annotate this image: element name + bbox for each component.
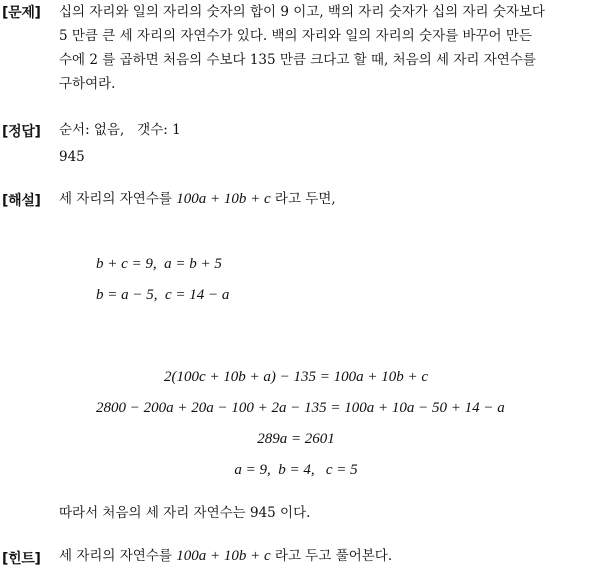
problem-line-4: 구하여라. bbox=[59, 76, 116, 92]
solution-intro-math: 100a + 10b + c bbox=[176, 191, 271, 207]
problem-label: [문제] bbox=[2, 5, 41, 21]
hint-text bbox=[59, 544, 392, 568]
hint-text-suffix: 라고 두고 풀어본다. bbox=[274, 548, 393, 564]
equation-6: a = 9, b = 4, c = 5 bbox=[234, 462, 358, 478]
answer-value: 945 bbox=[59, 149, 85, 165]
solution-intro-suffix: 라고 두면, bbox=[274, 191, 336, 207]
equation-2: b = a − 5, c = 14 − a bbox=[96, 287, 230, 303]
hint-math: 100a + 10b + c bbox=[176, 548, 271, 564]
equation-3: 2(100c + 10b + a) − 135 = 100a + 10b + c bbox=[163, 369, 429, 385]
equation-1: b + c = 9, a = b + 5 bbox=[96, 256, 222, 272]
answer-line-1: 순서: 없음, 갯수: 1 bbox=[59, 122, 181, 138]
equation-5: 289a = 2601 bbox=[257, 431, 335, 447]
solution-intro bbox=[59, 187, 336, 211]
equation-4: 2800 − 200a + 20a − 100 + 2a − 135 = 100a + 10a − 50 + 14 − a bbox=[96, 400, 505, 416]
problem-text bbox=[59, 0, 590, 96]
solution-intro-text: 세 자리의 자연수를 bbox=[59, 191, 172, 207]
problem-line-2: 5 만큼 큰 세 자리의 자연수가 있다. 백의 자리와 일의 자리의 숫자를 바꾸어 만든 bbox=[59, 28, 532, 44]
problem-line-3: 수에 2 를 곱하면 처음의 수보다 135 만큼 크다고 할 때, 처음의 세 자리 자연수를 bbox=[59, 52, 536, 68]
solution-conclusion: 따라서 처음의 세 자리 자연수는 945 이다. bbox=[59, 505, 311, 521]
solution-label: [해설] bbox=[2, 193, 41, 209]
hint-text-start: 세 자리의 자연수를 bbox=[59, 548, 172, 564]
answer-label: [정답] bbox=[2, 124, 41, 140]
problem-line-1: 십의 자리와 일의 자리의 숫자의 합이 9 이고, 백의 자리 숫자가 십의 자리 숫자보다 bbox=[59, 4, 545, 20]
hint-label: [힌트] bbox=[2, 551, 41, 567]
